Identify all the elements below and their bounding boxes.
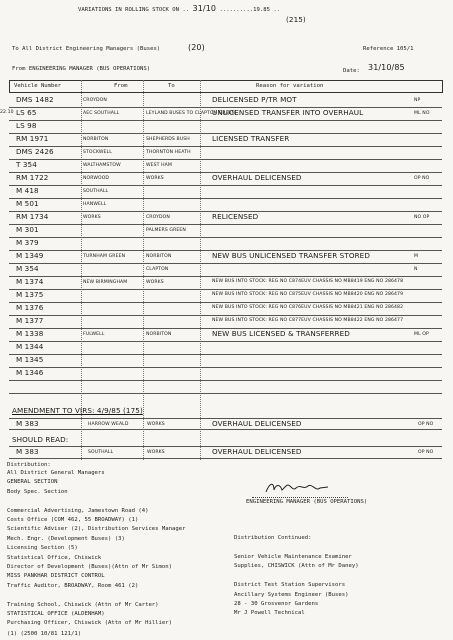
- row-rule: [9, 341, 442, 342]
- distribution-line: Director of Development (Buses)(Attn of Mr Simon): [7, 564, 173, 570]
- amendment-mark: OP NO: [418, 422, 434, 427]
- row-vehicle: DMS 2426: [16, 147, 54, 156]
- distribution-line: Purchasing Officer, Chiswick (Attn of Mr Hillier): [7, 620, 173, 627]
- row-to: PALMERS GREEN: [146, 228, 186, 233]
- row-from: NORWOOD: [83, 176, 110, 181]
- row-reason: NEW BUS INTO STOCK: REG NO C876EUV CHASSIS NO MB8421 ENG NO 286482: [212, 305, 404, 310]
- row-vehicle: M 1349: [16, 251, 44, 260]
- signature-image: [262, 480, 332, 496]
- should-read-label: SHOULD READ:: [12, 435, 69, 444]
- row-rule: [9, 429, 442, 430]
- row-mark: ML NO: [414, 111, 430, 116]
- row-vehicle: M 1375: [16, 290, 44, 299]
- form-title: [78, 5, 280, 14]
- row-vehicle: LS 98: [16, 121, 37, 130]
- amendment-to: WORKS: [147, 422, 165, 427]
- row-vehicle: M 1338: [16, 329, 44, 338]
- row-vehicle: M 301: [16, 225, 39, 234]
- row-rule: [9, 289, 442, 290]
- row-vehicle: M 1374: [16, 277, 44, 286]
- row-vehicle: RM 1971: [16, 134, 49, 143]
- row-rule: [9, 120, 442, 121]
- amendment-vehicle: M 383: [16, 419, 39, 428]
- row-to: LEYLAND BUSES TO CLAPTON GREEN: [146, 111, 236, 116]
- row-mark: M: [414, 254, 419, 259]
- row-vehicle: RM 1722: [16, 173, 49, 182]
- form-footer-code: (1) (2500 10/81 121/1): [7, 631, 82, 637]
- row-from: SOUTHALL: [83, 189, 109, 194]
- distribution-line: Statistical Office, Chiswick: [7, 554, 102, 561]
- distribution-heading: Distribution:: [7, 462, 51, 468]
- row-reason: UNLICENSED TRANSFER INTO OVERHAUL: [212, 108, 364, 117]
- row-mark: NO OP: [414, 215, 430, 220]
- row-from: STOCKWELL: [83, 150, 112, 155]
- row-rule: [9, 146, 442, 147]
- amendment-corrected-to: WORKS: [147, 450, 165, 455]
- column-header-vehicle: Vehicle Number: [14, 83, 62, 89]
- row-rule: [9, 263, 442, 264]
- column-divider: [143, 80, 144, 460]
- row-vehicle: M 418: [16, 186, 39, 195]
- row-to: WORKS: [146, 176, 164, 181]
- table-header-box: [9, 80, 443, 93]
- date-label: Date:: [343, 68, 360, 74]
- distribution-continued-line: Senior Vehicle Maintenance Examiner: [234, 554, 352, 560]
- distribution-line: Training School, Chiswick (Attn of Mr Carter): [7, 601, 159, 608]
- amendment-title: AMENDMENT TO VIRS: 4/9/85 (175): [12, 406, 143, 415]
- amendment-corrected-vehicle: M 383: [16, 447, 39, 456]
- column-divider: [81, 80, 82, 460]
- distribution-line: Costs Office (COM 462, 55 BROADWAY) (1): [7, 517, 139, 523]
- row-rule: [9, 198, 442, 199]
- row-to: SHEPHERDS BUSH: [146, 137, 190, 142]
- row-vehicle: T 354: [16, 160, 37, 169]
- distribution-line: Scientific Adviser (2), Distribution Services Manager: [7, 526, 186, 533]
- distribution-line: MISS PANKHAR DISTRICT CONTROL: [7, 573, 105, 580]
- to-code-handwritten: (20): [188, 43, 205, 52]
- amendment-from: HARROW WEALD: [88, 422, 129, 427]
- distribution-continued-heading: Distribution Continued:: [234, 535, 312, 541]
- row-from: FULWELL: [83, 332, 105, 337]
- row-rule: [9, 367, 442, 368]
- distribution-continued-line: Ancillary Systems Engineer (Buses): [234, 591, 349, 598]
- from-line: From ENGINEERING MANAGER (BUS OPERATIONS): [12, 66, 151, 72]
- row-mark: ML OP: [414, 332, 429, 337]
- row-rule: [9, 237, 442, 238]
- distribution-continued-line: Supplies, CHISWICK (Attn of Mr Daney): [234, 563, 359, 570]
- row-from: TURNHAM GREEN: [83, 254, 126, 259]
- column-header-from: From: [114, 83, 128, 89]
- column-header-reason: Reason for variation: [256, 83, 324, 89]
- row-rule: [9, 302, 442, 303]
- row-rule: [9, 458, 442, 459]
- row-reason: OVERHAUL DELICENSED: [212, 173, 302, 182]
- row-from: NORBITON: [83, 137, 109, 142]
- distribution-line: Traffic Auditor, BROADWAY, Room 461 (2): [7, 582, 139, 589]
- distribution-line: Commercial Advertising, Jamestown Road (4): [7, 507, 149, 514]
- row-to: CROYDON: [146, 215, 170, 220]
- row-to: THORNTON HEATH: [146, 150, 191, 155]
- row-vehicle: M 1346: [16, 368, 44, 377]
- row-vehicle: RM 1734: [16, 212, 49, 221]
- row-vehicle: M 1376: [16, 303, 44, 312]
- signature-title: ENGINEERING MANAGER (BUS OPERATIONS): [246, 499, 368, 505]
- row-vehicle: M 1345: [16, 355, 44, 364]
- row-rule: [9, 354, 442, 355]
- row-reason: NEW BUS UNLICENSED TRANSFER STORED: [212, 251, 370, 260]
- row-reason: LICENSED TRANSFER: [212, 134, 290, 143]
- row-reason: NEW BUS INTO STOCK: REG NO C877EUV CHASSIS NO MB8422 ENG NO 286477: [212, 318, 404, 323]
- distribution-line: All District General Managers: [7, 470, 105, 476]
- title-code-handwritten: (215): [286, 15, 306, 24]
- row-reason: NEW BUS LICENSED & TRANSFERRED: [212, 329, 350, 338]
- row-to: WEST HAM: [146, 163, 172, 168]
- distribution-continued-line: Mr J Powell Technical: [234, 610, 305, 617]
- row-rule: [9, 380, 442, 381]
- row-reason: NEW BUS INTO STOCK: REG NO C875EUV CHASSIS NO MB8420 ENG NO 286479: [212, 292, 404, 297]
- amendment-corrected-mark: OP NO: [418, 450, 434, 455]
- amendment-corrected-from: SOUTHALL: [88, 450, 114, 455]
- row-reason: RELICENSED: [212, 212, 259, 221]
- distribution-continued-line: District Test Station Supervisors: [234, 582, 346, 589]
- distribution-line: Mech. Engr. (Development Buses) (3): [7, 535, 125, 542]
- row-to: CLAPTON: [146, 267, 169, 272]
- amendment-reason: OVERHAUL DELICENSED: [212, 419, 302, 428]
- row-to: NORBITON: [146, 254, 172, 259]
- row-reason: NEW BUS INTO STOCK: REG NO C874EUV CHASSIS NO MB8419 ENG NO 286478: [212, 279, 404, 284]
- row-vehicle: M 379: [16, 238, 39, 247]
- row-mark: NP: [414, 98, 421, 103]
- row-vehicle: M 501: [16, 199, 39, 208]
- to-line: To All District Engineering Managers (Buses): [12, 46, 161, 52]
- row-from: HANWELL: [83, 202, 107, 207]
- row-to: WORKS: [146, 280, 164, 285]
- row-from: AEC SOUTHALL: [83, 111, 120, 116]
- row-reason: DELICENSED P/TR MOT: [212, 95, 297, 104]
- row-rule: [9, 185, 442, 186]
- distribution-line: STATISTICAL OFFICE (ALDENHAM): [7, 611, 105, 617]
- row-from: WORKS: [83, 215, 101, 220]
- row-rule: [9, 315, 442, 316]
- row-from: WALTHAMSTOW: [83, 163, 121, 168]
- title-year: ..........19.85 ..: [219, 7, 281, 13]
- row-vehicle: DMS 1482: [16, 95, 54, 104]
- distribution-line: Licensing Section (5): [7, 545, 78, 552]
- distribution-line: GENERAL SECTION: [7, 479, 58, 486]
- row-mark: N: [414, 267, 418, 272]
- row-from: CROYDON: [83, 98, 107, 103]
- row-rule: [9, 393, 442, 394]
- column-header-to: To: [168, 83, 175, 89]
- row-vehicle: M 354: [16, 264, 39, 273]
- title-prefix: VARIATIONS IN ROLLING STOCK ON ..: [78, 7, 190, 13]
- row-vehicle: LS 65: [16, 108, 37, 117]
- distribution-continued-line: 28 - 30 Grosvenor Gardens: [234, 601, 319, 607]
- signature-line: [252, 497, 348, 498]
- row-vehicle: M 1344: [16, 342, 44, 351]
- row-rule: [9, 276, 442, 277]
- row-margin-note: 22.10: [0, 110, 14, 115]
- row-rule: [9, 159, 442, 160]
- row-from: NEW BIRMINGHAM: [83, 280, 128, 285]
- row-rule: [9, 224, 442, 225]
- column-divider: [200, 80, 201, 460]
- row-vehicle: M 1377: [16, 316, 44, 325]
- amendment-corrected-reason: OVERHAUL DELICENSED: [212, 447, 302, 456]
- title-date-handwritten: 31/10: [192, 4, 217, 13]
- date-handwritten: 31/10/85: [368, 63, 405, 72]
- distribution-line: Body Spec. Section: [7, 488, 68, 495]
- row-mark: OP NO: [414, 176, 430, 181]
- row-to: NORBITON: [146, 332, 172, 337]
- reference-label: Reference 105/1: [363, 46, 414, 52]
